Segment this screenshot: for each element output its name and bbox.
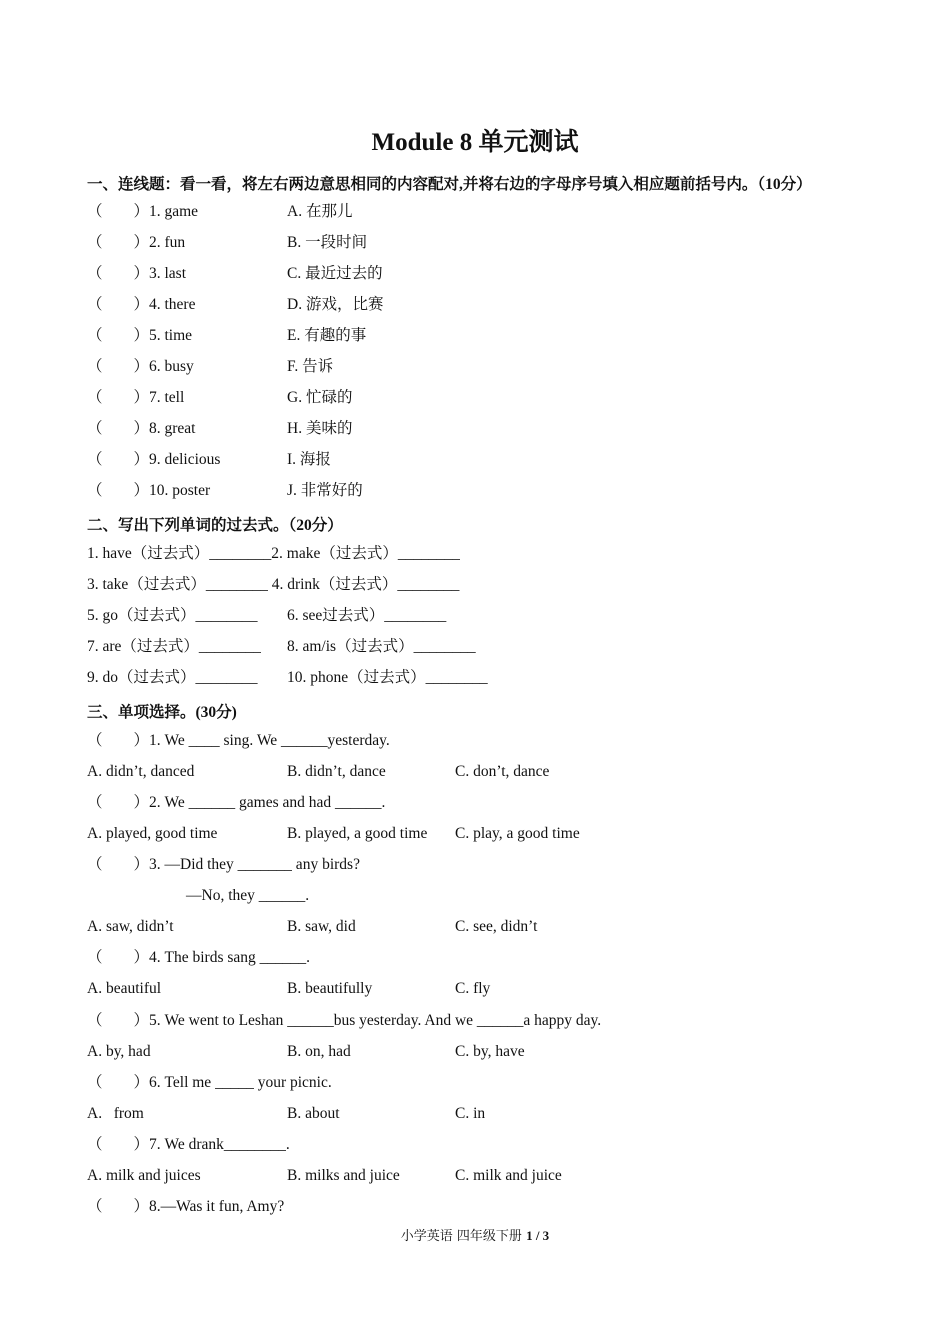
question-1-stem: （ ）1. We ____ sing. We ______yesterday. [87, 732, 390, 749]
question-3-option-a: A. saw, didn’t [87, 918, 174, 935]
question-5-option-a: A. by, had [87, 1043, 151, 1060]
match-left-10: （ ）10. poster [87, 482, 211, 499]
match-right-7: G. 忙碌的 [287, 389, 353, 406]
section-heading-2: 二、写出下列单词的过去式。（20分） [87, 517, 343, 534]
past-tense-row-4b: 8. am/is（过去式）________ [287, 638, 476, 655]
match-left-2: （ ）2. fun [87, 234, 186, 251]
question-2-option-a: A. played, good time [87, 825, 218, 842]
question-4-option-c: C. fly [455, 980, 491, 997]
past-tense-row-3b: 6. see过去式）________ [287, 607, 447, 624]
question-3-stem: （ ）3. —Did they _______ any birds? [87, 856, 360, 873]
match-right-5: E. 有趣的事 [287, 327, 367, 344]
match-right-4: D. 游戏，比赛 [287, 296, 384, 313]
section-heading-1: 一、连线题：看一看，将左右两边意思相同的内容配对,并将右边的字母序号填入相应题前括号内。（10分） [87, 176, 812, 193]
match-left-4: （ ）4. there [87, 296, 196, 313]
question-3-option-b: B. saw, did [287, 918, 356, 935]
match-left-3: （ ）3. last [87, 265, 187, 282]
match-right-2: B. 一段时间 [287, 234, 368, 251]
match-left-8: （ ）8. great [87, 420, 196, 437]
past-tense-row-3a: 5. go（过去式）________ [87, 607, 258, 624]
question-8-stem: （ ）8.—Was it fun, Amy? [87, 1198, 285, 1215]
question-7-option-b: B. milks and juice [287, 1167, 400, 1184]
question-1-option-b: B. didn’t, dance [287, 763, 386, 780]
question-4-option-a: A. beautiful [87, 980, 162, 997]
question-3-option-c: C. see, didn’t [455, 918, 538, 935]
section-heading-3: 三、单项选择。(30分) [87, 704, 237, 721]
question-4-option-b: B. beautifully [287, 980, 373, 997]
match-left-9: （ ）9. delicious [87, 451, 221, 468]
question-2-option-b: B. played, a good time [287, 825, 428, 842]
match-right-9: I. 海报 [287, 451, 331, 468]
question-5-option-c: C. by, have [455, 1043, 525, 1060]
match-right-10: J. 非常好的 [287, 482, 363, 499]
question-4-stem: （ ）4. The birds sang ______. [87, 949, 311, 966]
past-tense-row-5a: 9. do（过去式）________ [87, 669, 258, 686]
question-6-option-b: B. about [287, 1105, 340, 1122]
match-right-1: A. 在那儿 [287, 203, 353, 220]
match-right-8: H. 美味的 [287, 420, 353, 437]
match-left-1: （ ）1. game [87, 203, 199, 220]
question-3-stem-reply: —No, they ______. [186, 887, 310, 904]
page-title: Module 8 单元测试 [371, 129, 579, 156]
question-7-option-a: A. milk and juices [87, 1167, 201, 1184]
question-6-option-c: C. in [455, 1105, 486, 1122]
match-left-5: （ ）5. time [87, 327, 193, 344]
question-6-stem: （ ）6. Tell me _____ your picnic. [87, 1074, 332, 1091]
past-tense-row-1: 1. have（过去式）________2. make（过去式）________ [87, 545, 460, 562]
question-7-stem: （ ）7. We drank________. [87, 1136, 290, 1153]
question-1-option-a: A. didn’t, danced [87, 763, 195, 780]
match-right-6: F. 告诉 [287, 358, 334, 375]
question-7-option-c: C. milk and juice [455, 1167, 562, 1184]
past-tense-row-4a: 7. are（过去式）________ [87, 638, 261, 655]
question-6-option-a: A. from [87, 1105, 144, 1122]
past-tense-row-5b: 10. phone（过去式）________ [287, 669, 488, 686]
question-2-option-c: C. play, a good time [455, 825, 580, 842]
footer-page-number: 1 / 3 [526, 1228, 550, 1243]
match-right-3: C. 最近过去的 [287, 265, 383, 282]
question-5-option-b: B. on, had [287, 1043, 351, 1060]
footer-text: 小学英语 四年级下册 [400, 1229, 527, 1244]
question-1-option-c: C. don’t, dance [455, 763, 550, 780]
past-tense-row-2: 3. take（过去式）________ 4. drink（过去式）________ [87, 576, 460, 593]
question-2-stem: （ ）2. We ______ games and had ______. [87, 794, 386, 811]
page-footer [0, 1225, 950, 1244]
match-left-7: （ ）7. tell [87, 389, 185, 406]
question-5-stem: （ ）5. We went to Leshan ______bus yesterday. And we ______a happy day. [87, 1012, 602, 1029]
match-left-6: （ ）6. busy [87, 358, 194, 375]
